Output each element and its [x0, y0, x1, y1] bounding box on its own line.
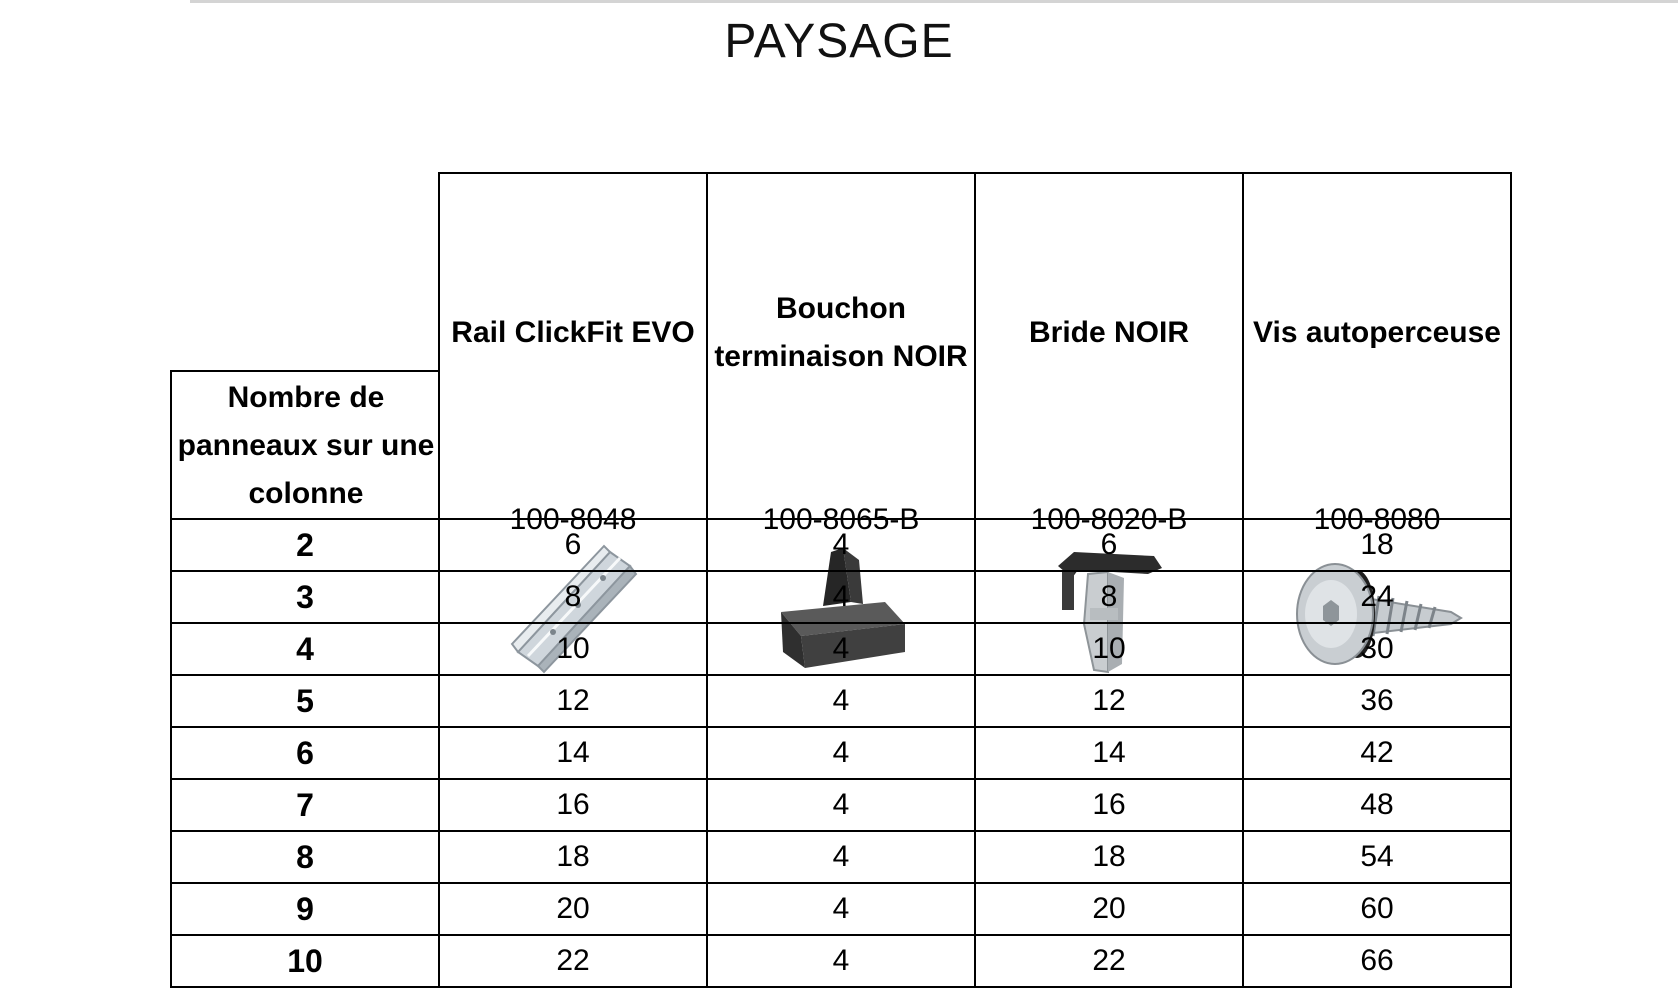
table-row	[171, 519, 1511, 571]
panel-count: 2	[171, 519, 439, 571]
qty-end-cap: 4	[707, 571, 975, 623]
row-header: Nombre de panneaux sur une colonne	[170, 370, 440, 520]
qty-screw: 66	[1243, 935, 1511, 987]
qty-clamp: 10	[975, 623, 1243, 675]
qty-rail: 10	[439, 623, 707, 675]
qty-clamp: 8	[975, 571, 1243, 623]
qty-end-cap: 4	[707, 779, 975, 831]
qty-rail: 20	[439, 883, 707, 935]
qty-end-cap: 4	[707, 727, 975, 779]
qty-rail: 8	[439, 571, 707, 623]
qty-clamp: 14	[975, 727, 1243, 779]
table-row	[171, 779, 1511, 831]
qty-clamp: 16	[975, 779, 1243, 831]
table-row	[171, 883, 1511, 935]
product-name: Rail ClickFit EVO	[451, 316, 695, 349]
qty-screw: 54	[1243, 831, 1511, 883]
qty-end-cap: 4	[707, 675, 975, 727]
page-title: PAYSAGE	[724, 15, 954, 68]
product-code: 100-8065-B	[762, 503, 920, 536]
panel-count: 7	[171, 779, 439, 831]
table-row	[171, 571, 1511, 623]
panel-count: 6	[171, 727, 439, 779]
qty-rail: 12	[439, 675, 707, 727]
qty-clamp: 18	[975, 831, 1243, 883]
qty-clamp: 6	[975, 519, 1243, 571]
qty-end-cap: 4	[707, 623, 975, 675]
panel-count: 9	[171, 883, 439, 935]
header-rail	[438, 172, 708, 536]
header-screw	[1242, 172, 1512, 536]
product-code: 100-8020-B	[1030, 503, 1188, 536]
panel-count: 5	[171, 675, 439, 727]
header-clamp	[974, 172, 1244, 536]
table-row	[171, 935, 1511, 987]
product-code: 100-8048	[509, 503, 637, 536]
qty-screw: 42	[1243, 727, 1511, 779]
table-row	[171, 831, 1511, 883]
qty-screw: 30	[1243, 623, 1511, 675]
top-divider	[190, 0, 1678, 3]
header-end-cap	[706, 172, 976, 536]
qty-rail: 14	[439, 727, 707, 779]
product-code: 100-8080	[1313, 503, 1441, 536]
qty-screw: 18	[1243, 519, 1511, 571]
quantity-table	[170, 518, 1512, 988]
qty-screw: 36	[1243, 675, 1511, 727]
qty-end-cap: 4	[707, 519, 975, 571]
qty-rail: 6	[439, 519, 707, 571]
product-name: Bouchon terminaison NOIR	[714, 292, 968, 373]
qty-rail: 16	[439, 779, 707, 831]
product-name: Vis autoperceuse	[1253, 316, 1501, 349]
table-row	[171, 675, 1511, 727]
panel-count: 10	[171, 935, 439, 987]
product-name: Bride NOIR	[1028, 316, 1190, 349]
qty-screw: 60	[1243, 883, 1511, 935]
qty-screw: 24	[1243, 571, 1511, 623]
qty-end-cap: 4	[707, 883, 975, 935]
qty-clamp: 20	[975, 883, 1243, 935]
qty-end-cap: 4	[707, 935, 975, 987]
panel-count: 8	[171, 831, 439, 883]
qty-clamp: 12	[975, 675, 1243, 727]
table-row	[171, 623, 1511, 675]
qty-screw: 48	[1243, 779, 1511, 831]
qty-end-cap: 4	[707, 831, 975, 883]
qty-rail: 18	[439, 831, 707, 883]
panel-count: 4	[171, 623, 439, 675]
qty-rail: 22	[439, 935, 707, 987]
qty-clamp: 22	[975, 935, 1243, 987]
panel-count: 3	[171, 571, 439, 623]
table-row	[171, 727, 1511, 779]
